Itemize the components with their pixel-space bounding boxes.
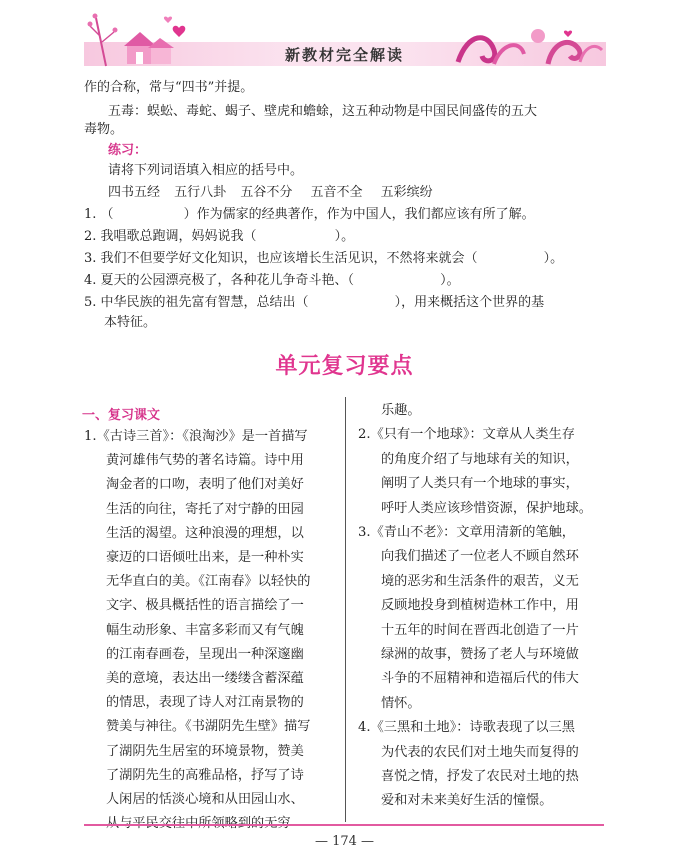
- page-number: — 174 —: [314, 834, 375, 849]
- left-column-line: 的情思，表现了诗人对江南景物的: [106, 695, 304, 711]
- left-column-line: 幅生动形象、丰富多彩而又有气魄: [106, 622, 304, 638]
- item-number: 5.: [84, 295, 97, 310]
- right-column-line: 斗争的不屈精神和造福后代的伟大: [381, 671, 579, 687]
- item-text: ），用来概括这个世界的基: [394, 295, 545, 310]
- exercise-item-1: [84, 206, 535, 224]
- item-number: 4.: [84, 273, 97, 288]
- left-column-line: 人闲居的恬淡心境和从田园山水、: [106, 792, 304, 807]
- intro-line: 作的合称，常与“四书”并提。: [84, 80, 254, 95]
- item-number: 1.: [84, 207, 97, 222]
- word-bank-item: 五行八卦: [174, 185, 227, 200]
- exercise-item-4: [84, 272, 460, 290]
- item-text: 我们不但要学好文化知识，也应该增长生活见识，不然将来就会（: [100, 251, 478, 266]
- right-column-line: 境的恶劣和生活条件的艰苦，义无: [381, 573, 579, 589]
- left-column-line: 无华直白的美。《江南春》以轻快的: [106, 574, 311, 590]
- right-column-line: 十五年的时间在晋西北创造了一片: [381, 622, 579, 638]
- left-column-line: 赞美与神往。《书湖阴先生壁》描写: [106, 719, 311, 735]
- left-column-line: 生活的渴望。这种浪漫的理想，以: [106, 525, 304, 541]
- word-bank-item: 五彩缤纷: [380, 185, 433, 200]
- left-column-line: 的江南春画卷，呈现出一种深邃幽: [106, 646, 304, 662]
- item-text: 我唱歌总跑调，妈妈说我（: [100, 229, 257, 244]
- left-column-line: 文字、极具概括性的语言描绘了一: [106, 598, 304, 614]
- item-text: 夏天的公园漂亮极了，各种花儿争奇斗艳、（: [100, 273, 355, 288]
- left-column-line: 了湖阴先生的高雅品格，抒写了诗: [106, 767, 304, 783]
- bottom-rule: [84, 824, 604, 826]
- column-divider: [345, 397, 346, 822]
- left-column-line: 淘金者的口吻，表明了他们对美好: [106, 477, 304, 493]
- exercise-item-5: [84, 294, 544, 312]
- item-text: ）。: [334, 229, 355, 244]
- right-column-line: 绿洲的故事，赞扬了老人与环境做: [381, 647, 579, 662]
- word-bank-item: 五谷不分: [240, 185, 293, 200]
- wudu-line-2: 毒物。: [84, 122, 124, 137]
- right-column-line: 的角度介绍了与地球有关的知识，: [381, 451, 579, 467]
- section-subheading: 一、复习课文: [82, 408, 161, 423]
- wudu-line-1: 五毒：蜈蚣、毒蛇、蝎子、壁虎和蟾蜍，这五种动物是中国民间盛传的五大: [108, 104, 538, 119]
- left-column-line: 了湖阴先生居室的环境景物，赞美: [106, 743, 304, 759]
- right-column-line: 爱和对未来美好生活的憧憬。: [381, 793, 553, 809]
- left-column-line: 1.《古诗三首》：《浪淘沙》是一首描写: [84, 429, 308, 444]
- exercise-label: 练习：: [108, 143, 148, 158]
- right-column-line: 喜悦之情，抒发了农民对土地的热: [381, 769, 579, 784]
- header-title: 新教材完全解读: [284, 46, 404, 64]
- exercise-item-3: [84, 250, 563, 268]
- right-column-line: 呼吁人类应该珍惜资源，保护地球。: [381, 500, 592, 516]
- item-text: 中华民族的祖先富有智慧，总结出（: [100, 295, 309, 310]
- word-bank-item: 四书五经: [108, 185, 161, 200]
- right-column-line: 反顾地投身到植树造林工作中，用: [381, 598, 579, 614]
- left-column-line: 生活的向往，寄托了对宁静的田园: [106, 501, 304, 517]
- right-column-line: 2.《只有一个地球》：文章从人类生存: [358, 427, 575, 443]
- item-text: （: [100, 207, 114, 222]
- item-number: 3.: [84, 251, 97, 266]
- section-title: 单元复习要点: [275, 354, 414, 379]
- right-column-line: 4.《三黑和土地》：诗歌表现了以三黑: [358, 720, 575, 736]
- item-text: ）。: [543, 251, 564, 266]
- left-column-line: 美的意境，表达出一缕缕含蓄深蕴: [106, 671, 304, 686]
- item-number: 2.: [84, 229, 97, 244]
- right-column-line: 向我们描述了一位老人不顾自然环: [381, 549, 579, 565]
- right-column-line: 情怀。: [381, 695, 421, 711]
- page-header: [0, 0, 689, 78]
- right-column-line: 3.《青山不老》：文章用清新的笔触，: [358, 525, 575, 540]
- right-column-line: 乐趣。: [381, 403, 421, 418]
- right-column-line: 阐明了人类只有一个地球的事实，: [381, 476, 579, 492]
- right-column-line: 为代表的农民们对土地失而复得的: [381, 744, 579, 760]
- exercise-instruction: 请将下列词语填入相应的括号中。: [108, 163, 304, 178]
- word-bank: [108, 184, 433, 202]
- item-text: ）作为儒家的经典著作，作为中国人，我们都应该有所了解。: [183, 207, 535, 222]
- item-text: ）。: [440, 273, 460, 288]
- left-column-line: 豪迈的口语倾吐出来，是一种朴实: [106, 550, 304, 565]
- exercise-item-2: [84, 228, 354, 246]
- word-bank-item: 五音不全: [310, 185, 363, 200]
- exercise-item-5-cont: 本特征。: [104, 315, 157, 330]
- left-column-line: 黄河雄伟气势的著名诗篇。诗中用: [106, 453, 304, 469]
